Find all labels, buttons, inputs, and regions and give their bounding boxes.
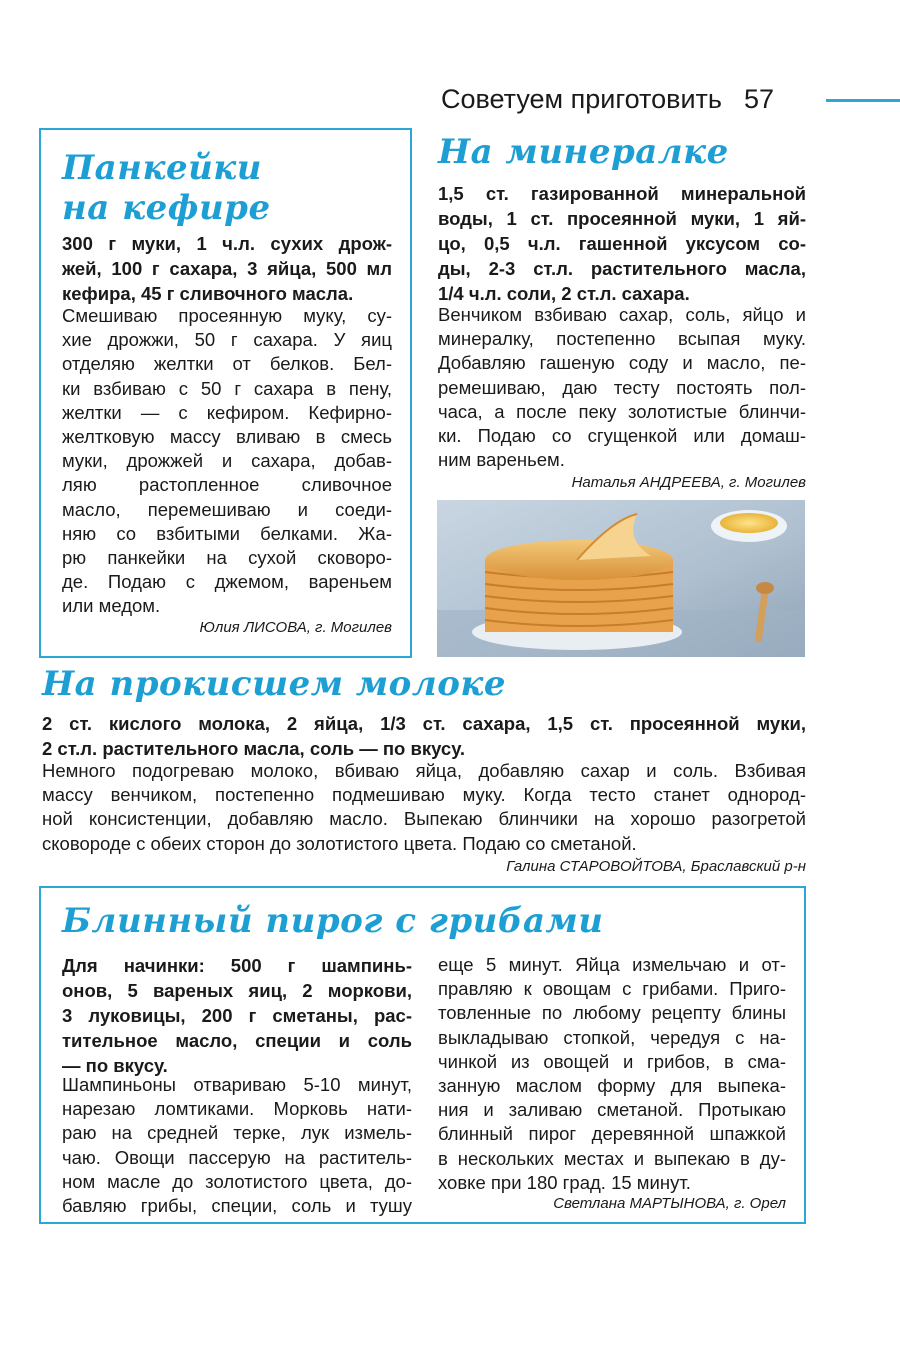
method-pie-right	[438, 953, 786, 1195]
text-line: цо, 0,5 ч.л. гашенной уксусом со-	[438, 233, 806, 254]
text-line: 300 г муки, 1 ч.л. сухих дрож-	[62, 233, 392, 254]
text-line: ном масле до золотистого цвета, до-	[62, 1170, 412, 1192]
ingredients-mineral	[438, 181, 806, 306]
text-line: Шампиньоны отвариваю 5-10 минут,	[62, 1074, 412, 1095]
text-line: или медом.	[62, 595, 161, 617]
text-line: — по вкусу.	[62, 1055, 168, 1076]
page-number: 57	[743, 84, 775, 114]
text-line: Для начинки: 500 г шампинь-	[62, 955, 412, 976]
text-line: выкладываю стопкой, чередуя с на-	[438, 1026, 786, 1048]
text-line: хие дрожжи, 50 г сахара. У яиц	[62, 329, 392, 351]
text-line: еще 5 минут. Яйца измельчаю и от-	[438, 954, 786, 975]
text-line: де. Подаю с джемом, вареньем	[62, 571, 392, 593]
text-line: нарезаю ломтиками. Морковь нати-	[62, 1098, 412, 1120]
text-line: желтки — с кефиром. Кефирно-	[62, 401, 392, 423]
text-line: ды, 2-3 ст.л. растительного масла,	[438, 258, 806, 279]
text-line: бавляю грибы, специи, соль и тушу	[62, 1195, 412, 1217]
author-mineral: Наталья АНДРЕЕВА, г. Могилев	[571, 474, 806, 491]
text-line: часа, а после пеку золотистые блинчи-	[438, 400, 806, 422]
text-line: раю на средней терке, лук измель-	[62, 1122, 412, 1144]
recipe-title-sour-milk: На прокисшем молоке	[42, 664, 507, 704]
recipe-title-mineral: На минералке	[438, 132, 729, 172]
text-line: воды, 1 ст. просеянной муки, 1 яй-	[438, 208, 806, 229]
text-line: Добавляю гашеную соду и масло, пе-	[438, 352, 806, 374]
author-sour-milk: Галина СТАРОВОЙТОВА, Браславский р-н	[506, 858, 806, 875]
text-line: ки взбиваю с 50 г сахара в пену,	[62, 377, 392, 399]
text-line: муки, дрожжей и сахара, добав-	[62, 450, 392, 472]
text-line: Венчиком взбиваю сахар, соль, яйцо и	[438, 304, 806, 325]
author-pancakes: Юлия ЛИСОВА, г. Могилев	[199, 619, 392, 636]
text-line: блинный пирог деревянной шпажкой	[438, 1123, 786, 1145]
text-line: сковороде с обеих сторон до золотистого цвета. Подаю со сметаной.	[42, 832, 637, 854]
ingredients-sour-milk	[42, 711, 806, 761]
method-pancakes	[62, 304, 392, 619]
title-line: на кефире	[62, 188, 271, 228]
text-line: 2 ст.л. растительного масла, соль — по вкусу.	[42, 738, 466, 759]
text-line: Смешиваю просеянную муку, су-	[62, 305, 392, 326]
method-sour-milk	[42, 759, 806, 856]
section-title: Советуем приготовить	[441, 84, 722, 114]
text-line: ховке при 180 град. 15 минут.	[438, 1171, 691, 1193]
text-line: ния и заливаю сметаной. Протыкаю	[438, 1099, 786, 1121]
text-line: отделяю желтки от белков. Бел-	[62, 353, 392, 375]
text-line: масло, перемешиваю и соеди-	[62, 498, 392, 520]
text-line: в нескольких местах и выпекаю в ду-	[438, 1147, 786, 1169]
method-pie-left	[62, 1073, 412, 1218]
text-line: чинкой из овощей и грибов, в сма-	[438, 1050, 786, 1072]
method-mineral	[438, 303, 806, 472]
text-line: 3 луковицы, 200 г сметаны, рас-	[62, 1005, 412, 1026]
title-line: Панкейки	[62, 148, 263, 188]
text-line: ки. Подаю со сгущенкой или домаш-	[438, 425, 806, 447]
text-line: товленные по любому рецепту блины	[438, 1002, 786, 1024]
running-header	[441, 84, 774, 115]
text-line: минералку, постепенно всыпая муку.	[438, 328, 806, 350]
header-rule	[826, 99, 900, 102]
ingredients-pie	[62, 953, 412, 1078]
text-line: правляю к овощам с грибами. Приго-	[438, 978, 786, 1000]
text-line: ним вареньем.	[438, 449, 565, 471]
recipe-title-pancakes	[62, 148, 271, 228]
text-line: няю со взбитыми белками. Жа-	[62, 522, 392, 544]
text-line: 1/4 ч.л. соли, 2 ст.л. сахара.	[438, 283, 690, 304]
text-line: массу венчиком, постепенно подмешиваю муку. Когда тесто станет однород-	[42, 784, 806, 806]
text-line: онов, 5 вареных яиц, 2 моркови,	[62, 980, 412, 1001]
text-line: занную маслом форму для выпека-	[438, 1075, 786, 1097]
text-line: Немного подогреваю молоко, вбиваю яйца, добавляю сахар и соль. Взбивая	[42, 760, 806, 781]
text-line: тительное масло, специи и соль	[62, 1030, 412, 1051]
text-line: 2 ст. кислого молока, 2 яйца, 1/3 ст. сахара, 1,5 ст. просеянной муки,	[42, 713, 806, 734]
text-line: 1,5 ст. газированной минеральной	[438, 183, 806, 204]
text-line: кефира, 45 г сливочного масла.	[62, 283, 354, 304]
pancake-stack-photo	[437, 500, 805, 657]
author-pie: Светлана МАРТЫНОВА, г. Орел	[553, 1195, 786, 1212]
text-line: жей, 100 г сахара, 3 яйца, 500 мл	[62, 258, 392, 279]
text-line: ремешиваю, даю тесту постоять пол-	[438, 376, 806, 398]
ingredients-pancakes	[62, 231, 392, 306]
text-line: ляю растопленное сливочное	[62, 474, 392, 496]
text-line: желтковую массу вливаю в смесь	[62, 426, 392, 448]
text-line: чаю. Овощи пассерую на раститель-	[62, 1146, 412, 1168]
text-line: ной консистенции, добавляю масло. Выпекаю блинчики на хорошо разогретой	[42, 808, 806, 830]
text-line: рю панкейки на сухой сковоро-	[62, 547, 392, 569]
recipe-title-pie: Блинный пирог с грибами	[62, 901, 604, 941]
